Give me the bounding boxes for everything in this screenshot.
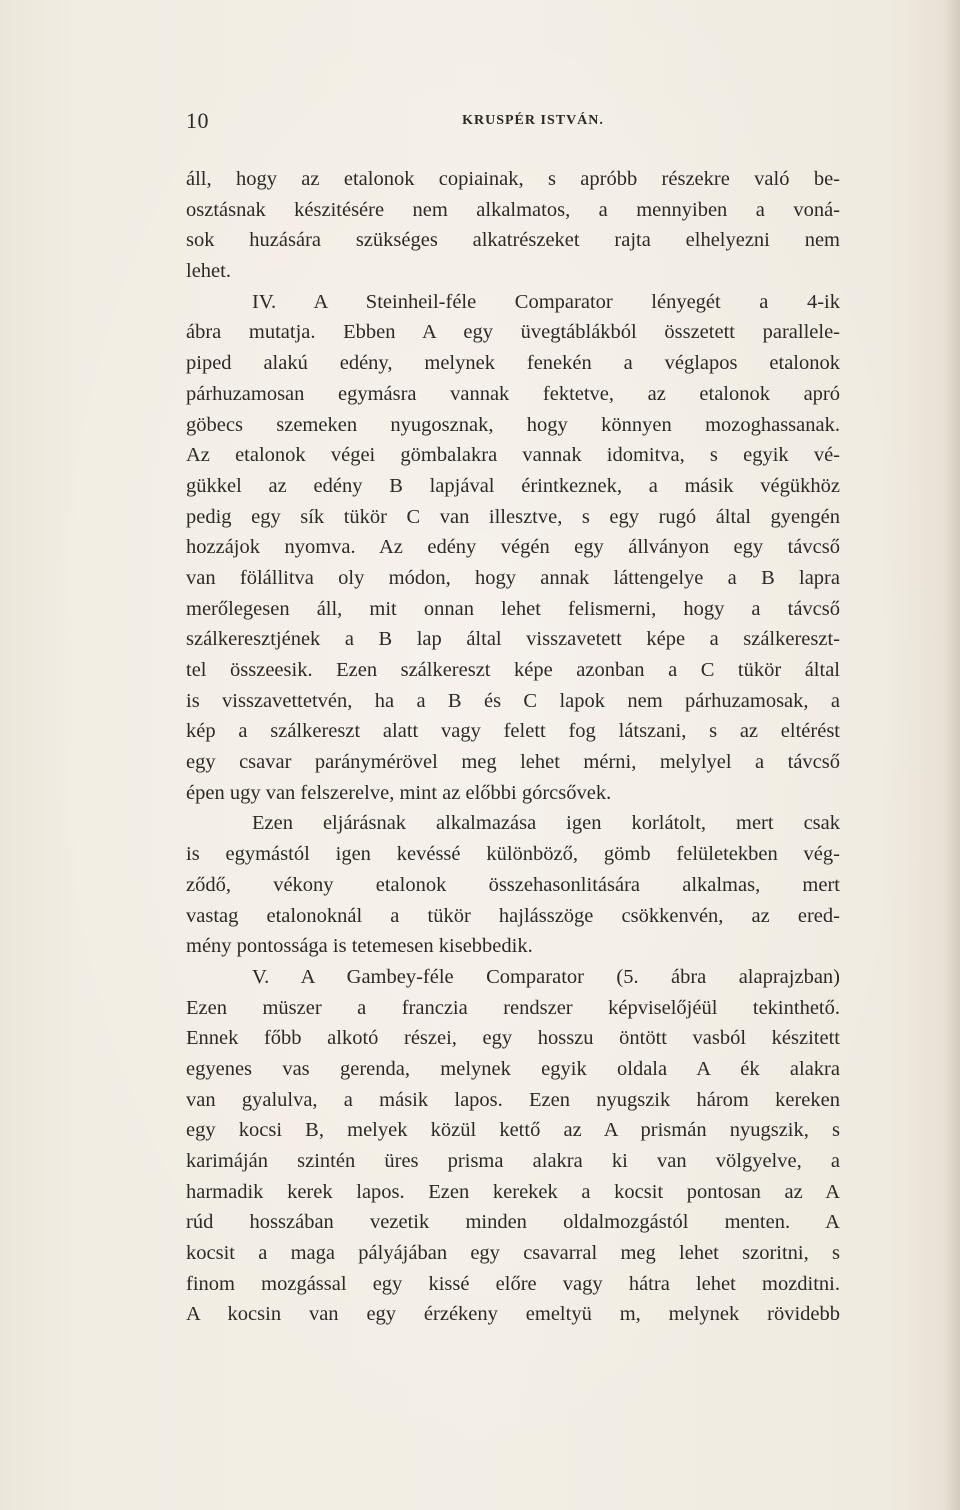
text-line: egy kocsi B, melyek közül kettő az A prismán nyugszik, s (186, 1119, 840, 1142)
text-line: osztásnak készitésére nem alkalmatos, a mennyiben a voná- (186, 198, 840, 221)
text-line: IV. A Steinheil-féle Comparator lényegét a 4-ik (252, 290, 840, 313)
text-line: épen ugy van felszerelve, mint az előbbi górcsővek. (186, 781, 612, 804)
text-line: párhuzamosan egymásra vannak fektetve, az etalonok apró (186, 382, 840, 405)
text-line: piped alakú edény, melynek fenekén a véglapos etalonok (186, 352, 840, 375)
text-line: egyenes vas gerenda, melynek egyik oldala A ék alakra (186, 1057, 840, 1080)
text-line: V. A Gambey-féle Comparator (5. ábra alaprajzban) (252, 965, 840, 988)
text-line: Ezen müszer a franczia rendszer képviselőjéül tekinthető. (186, 996, 840, 1019)
text-line: kép a szálkereszt alatt vagy felett fog látszani, s az eltérést (186, 720, 840, 743)
running-head: KRUSPÉR ISTVÁN. (462, 113, 604, 128)
text-line: harmadik kerek lapos. Ezen kerekek a kocsit pontosan az A (186, 1180, 840, 1203)
text-line: tel összeesik. Ezen szálkereszt képe azonban a C tükör által (186, 659, 840, 681)
text-line: A kocsin van egy érzékeny emeltyü m, melynek rövidebb (186, 1303, 840, 1326)
text-line: ződő, vékony etalonok összehasonlitására alkalmas, mert (186, 873, 840, 896)
text-line: Ezen eljárásnak alkalmazása igen korlátolt, mert csak (252, 812, 840, 835)
text-line: sok huzására szükséges alkatrészeket rajta elhelyezni nem (186, 229, 840, 252)
page-edge-shadow (944, 0, 960, 1510)
text-line: is egymástól igen kevéssé különböző, gömb felületekben vég- (186, 843, 840, 866)
text-line: áll, hogy az etalonok copiainak, s apróbb részekre való be- (186, 168, 840, 190)
text-line: rúd hosszában vezetik minden oldalmozgástól menten. A (186, 1211, 840, 1234)
text-line: karimáján szintén üres prisma alakra ki van völgyelve, a (186, 1150, 840, 1172)
text-line: ábra mutatja. Ebben A egy üvegtáblákból összetett parallele- (186, 321, 840, 344)
text-line: mény pontossága is tetemesen kisebbedik. (186, 935, 533, 958)
text-line: göbecs szemeken nyugosznak, hogy könnyen mozoghassanak. (186, 413, 840, 436)
text-line: kocsit a maga pályájában egy csavarral meg lehet szoritni, s (186, 1242, 840, 1265)
text-line: van fölállitva oly módon, hogy annak láttengelye a B lapra (186, 566, 840, 589)
text-line: szálkeresztjének a B lap által visszavetett képe a szálkereszt- (186, 628, 840, 651)
page-number: 10 (186, 108, 209, 133)
text-line: vastag etalonoknál a tükör hajlásszöge csökkenvén, az ered- (186, 904, 840, 927)
page-header (186, 108, 840, 138)
text-line: egy csavar paránymérövel meg lehet mérni, melylyel a távcső (186, 751, 840, 774)
text-line: is visszavettetvén, ha a B és C lapok nem párhuzamosak, a (186, 689, 840, 712)
text-line: van gyalulva, a másik lapos. Ezen nyugszik három kereken (186, 1088, 840, 1111)
text-line: merőlegesen áll, mit onnan lehet felismerni, hogy a távcső (186, 597, 840, 620)
text-line: hozzájok nyomva. Az edény végén egy állványon egy távcső (186, 536, 840, 559)
text-line: Ennek főbb alkotó részei, egy hosszu öntött vasból készitett (186, 1027, 840, 1050)
body-text (186, 164, 840, 1330)
text-line: pedig egy sík tükör C van illesztve, s egy rugó által gyengén (186, 505, 840, 528)
text-line: lehet. (186, 260, 231, 283)
text-line: Az etalonok végei gömbalakra vannak idomitva, s egyik vé- (186, 444, 840, 467)
text-line: gükkel az edény B lapjával érintkeznek, a másik végükhöz (186, 474, 840, 497)
text-line: finom mozgással egy kissé előre vagy hátra lehet mozditni. (186, 1272, 840, 1295)
